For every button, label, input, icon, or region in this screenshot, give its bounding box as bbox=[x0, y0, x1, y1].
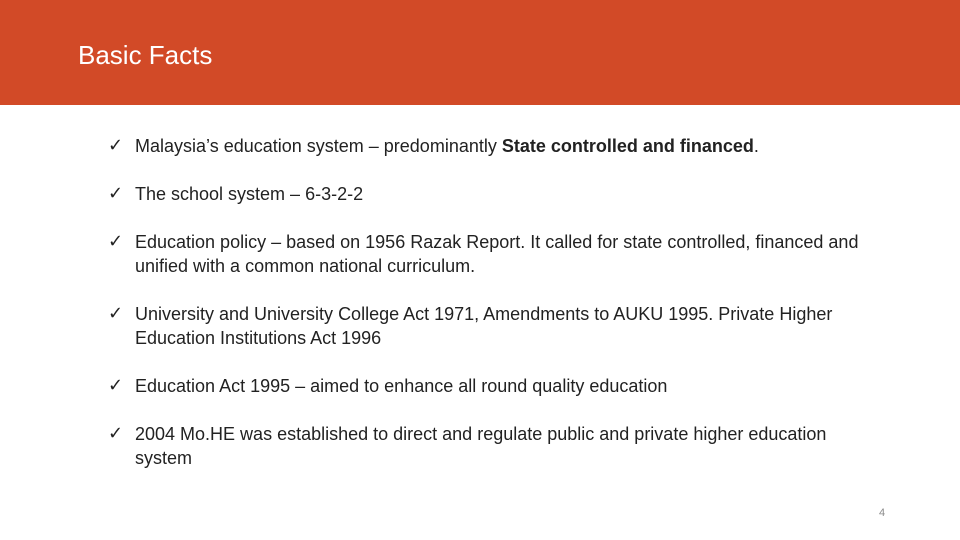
bullet-item bbox=[108, 134, 868, 158]
check-icon: ✓ bbox=[108, 375, 124, 396]
check-icon: ✓ bbox=[108, 303, 124, 324]
page-number: 4 bbox=[878, 507, 886, 519]
bullet-text: The school system – 6-3-2-2 bbox=[135, 184, 364, 204]
check-icon: ✓ bbox=[108, 135, 124, 156]
bullet-item bbox=[108, 302, 868, 350]
bullet-text-suffix: . bbox=[753, 136, 759, 156]
bullet-text bbox=[135, 134, 868, 158]
bullet-item bbox=[108, 182, 868, 206]
check-icon: ✓ bbox=[108, 183, 124, 204]
check-icon: ✓ bbox=[108, 423, 124, 444]
bullet-text: Education Act 1995 – aimed to enhance all round quality education bbox=[135, 376, 668, 396]
bullet-item bbox=[108, 374, 868, 398]
bullet-text: University and University College Act 1971, Amendments to AUKU 1995. Private Higher Education Institutions Act 1996 bbox=[135, 304, 833, 348]
bullet-text: 2004 Mo.HE was established to direct and regulate public and private higher education system bbox=[135, 424, 827, 468]
slide-title: Basic Facts bbox=[78, 40, 213, 70]
bullet-text-plain: Malaysia’s education system – predominantly bbox=[135, 136, 502, 156]
bullet-text: Education policy – based on 1956 Razak Report. It called for state controlled, financed and unified with a common national curriculum. bbox=[135, 232, 859, 276]
bullet-text-emphasis: State controlled and financed bbox=[501, 136, 754, 156]
bullet-item bbox=[108, 422, 868, 470]
bullet-item bbox=[108, 230, 868, 278]
check-icon: ✓ bbox=[108, 231, 124, 252]
